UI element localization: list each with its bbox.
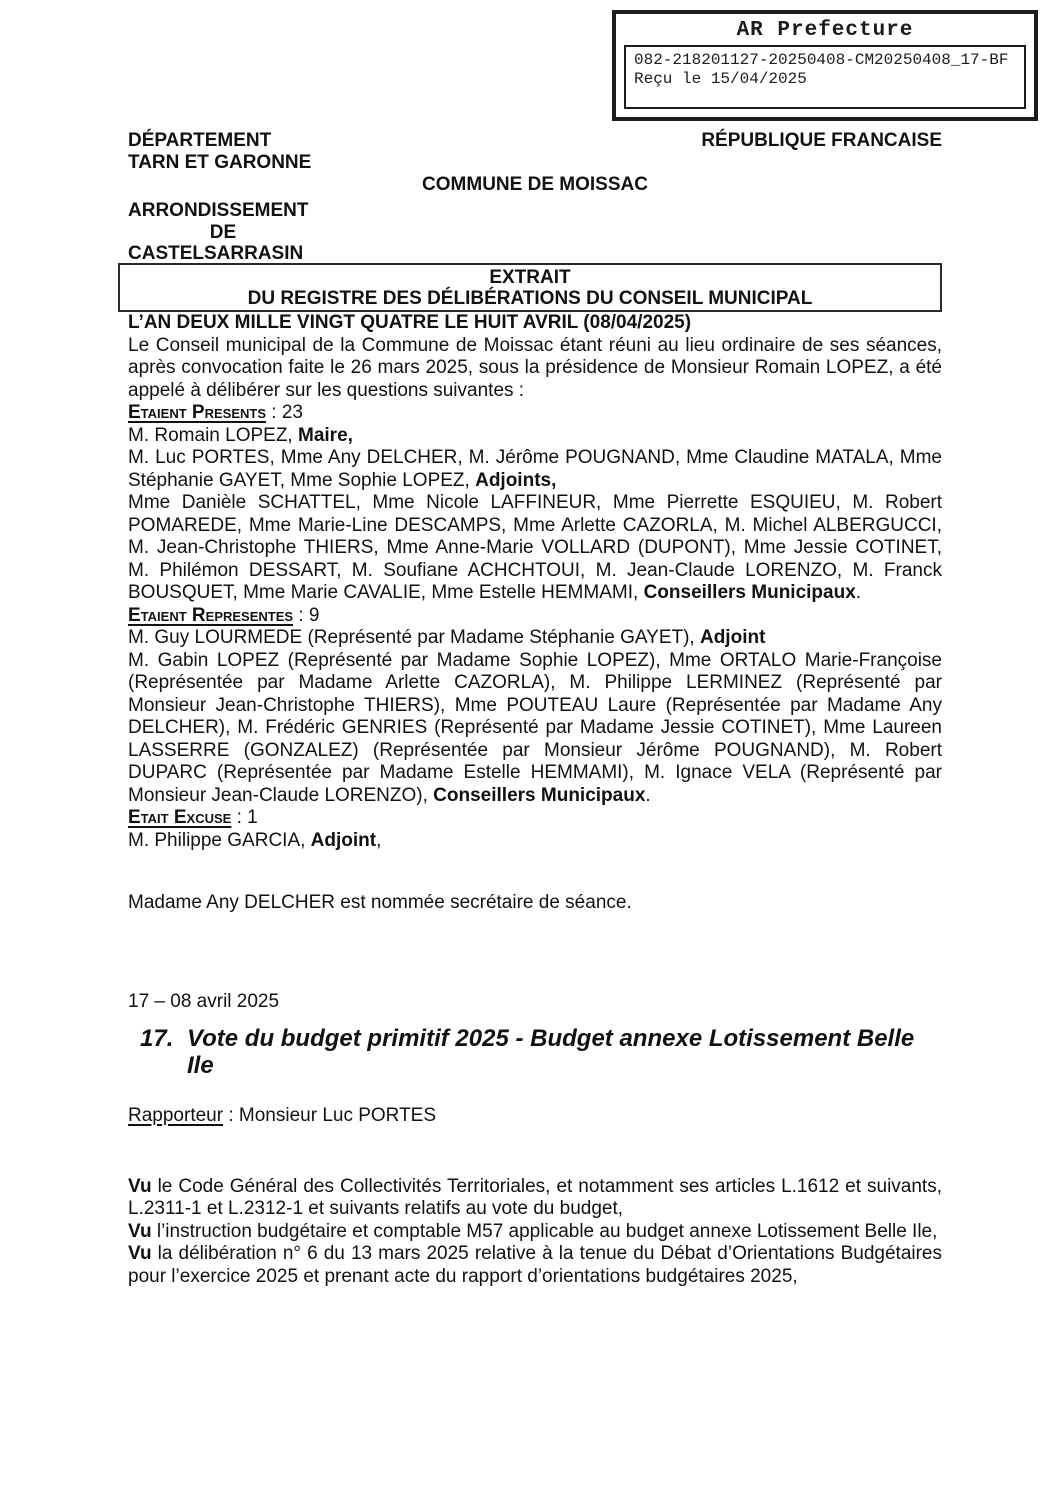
prefecture-stamp bbox=[612, 10, 1038, 121]
item-heading bbox=[128, 1025, 942, 1079]
vu-block bbox=[128, 1176, 942, 1289]
conseillers-role: Conseillers Municipaux bbox=[643, 582, 856, 603]
lourmede-role: Adjoint bbox=[699, 627, 766, 648]
header-arrondissement-name: CASTELSARRASIN bbox=[128, 243, 304, 264]
vu-paragraph bbox=[128, 1176, 942, 1221]
represented-label-line bbox=[128, 605, 942, 628]
represented-line-lourmede bbox=[128, 627, 942, 650]
stamp-body bbox=[624, 45, 1026, 109]
header-department-name: TARN ET GARONNE bbox=[128, 152, 312, 173]
stamp-code: 082-218201127-20250408-CM20250408_17-BF bbox=[634, 51, 1009, 69]
adjoints-names: M. Luc PORTES, Mme Any DELCHER, M. Jérôme POUGNAND, Mme Claudine MATALA, Mme Stéphanie GAYET, Mme Sophie LOPEZ, bbox=[128, 447, 942, 491]
garcia-name: M. Philippe GARCIA, bbox=[128, 829, 311, 851]
item-ref-line: 17 – 08 avril 2025 bbox=[128, 990, 280, 1012]
vu-keyword: Vu bbox=[128, 1243, 152, 1264]
maire-name: M. Romain LOPEZ, bbox=[128, 424, 298, 446]
stamp-received-date: Reçu le 15/04/2025 bbox=[634, 70, 807, 88]
attendee-paragraph-adjoints bbox=[128, 447, 942, 492]
item-title: Vote du budget primitif 2025 - Budget annexe Lotissement Belle Ile bbox=[187, 1025, 915, 1079]
conseillers-names: Mme Danièle SCHATTEL, Mme Nicole LAFFINEUR, Mme Pierrette ESQUIEU, M. Robert POMAREDE, Mme Marie-Line DESCAMPS, Mme Arlette CAZORLA, M. Michel ALBERGUCCI, M. Jean-Christophe THIERS, Mme Anne-Marie VOLLARD (DUPONT), Mme Jessie COTINET, M. Philémon DESSART, M. Soufiane ACHCHTOUI, M. Jean-Claude LORENZO, M. Franck BOUSQUET, Mme Marie CAVALIE, Mme Estelle HEMMAMI, bbox=[128, 492, 942, 603]
header-arrondissement-label: ARRONDISSEMENT bbox=[128, 200, 309, 221]
represented-paragraph bbox=[128, 650, 942, 808]
vu-paragraph bbox=[128, 1221, 942, 1244]
maire-role: Maire, bbox=[298, 424, 353, 446]
header-department-label: DÉPARTEMENT bbox=[128, 130, 272, 151]
rapporteur-line bbox=[128, 1105, 942, 1128]
vu-keyword: Vu bbox=[128, 1175, 152, 1197]
garcia-comma: , bbox=[376, 829, 382, 851]
represented-names: M. Gabin LOPEZ (Représenté par Madame Sophie LOPEZ), Mme ORTALO Marie-Françoise (Représentée par Madame Arlette CAZORLA), M. Philippe LERMINEZ (Représenté par Monsieur Jean-Christophe THIERS), Mme POUTEAU Laure (Représentée par Madame Any DELCHER), M. Frédéric GENRIES (Représenté par Madame Jessie COTINET), Mme Laureen LASSERRE (GONZALEZ) (Représentée par Monsieur Jérôme POUGNAND), M. Robert DUPARC (Représentée par Madame Estelle HEMMAMI), M. Ignace VELA (Représenté par Monsieur Jean-Claude LORENZO), bbox=[128, 649, 942, 806]
letterhead bbox=[128, 130, 942, 263]
header-commune: COMMUNE DE MOISSAC bbox=[422, 174, 648, 195]
vu-keyword: Vu bbox=[128, 1220, 152, 1242]
represented-period: . bbox=[645, 784, 651, 806]
represented-label: Etaient Representes bbox=[128, 604, 294, 626]
presents-label-line bbox=[128, 402, 942, 425]
vu-text: la délibération n° 6 du 13 mars 2025 relative à la tenue du Débat d’Orientations Budgétaires pour l’exercice 2025 et prenant acte du rapport d’orientations budgétaires 2025, bbox=[128, 1243, 942, 1287]
extract-title-line2: DU REGISTRE DES DÉLIBÉRATIONS DU CONSEIL MUNICIPAL bbox=[247, 288, 813, 309]
header-republic: RÉPUBLIQUE FRANCAISE bbox=[701, 130, 942, 151]
document-body bbox=[128, 130, 942, 1288]
excused-line bbox=[128, 830, 942, 853]
vu-text: l’instruction budgétaire et comptable M57 applicable au budget annexe Lotissement Belle Ile, bbox=[151, 1220, 938, 1242]
presents-count: : 23 bbox=[266, 402, 303, 423]
secretary-line: Madame Any DELCHER est nommée secrétaire de séance. bbox=[128, 892, 632, 913]
stamp-title: AR Prefecture bbox=[736, 19, 914, 42]
extract-title-box bbox=[118, 263, 942, 312]
vu-text: le Code Général des Collectivités Territoriales, et notamment ses articles L.1612 et suivants, L.2311-1 et L.2312-1 et suivants relatifs au vote du budget, bbox=[128, 1175, 942, 1219]
session-date-line: L’AN DEUX MILLE VINGT QUATRE LE HUIT AVRIL (08/04/2025) bbox=[128, 312, 692, 333]
represented-role: Conseillers Municipaux bbox=[433, 784, 646, 806]
conseillers-period: . bbox=[855, 582, 862, 603]
item-number: 17. bbox=[140, 1025, 174, 1052]
extract-title-line1: EXTRAIT bbox=[489, 267, 571, 288]
session-intro: Le Conseil municipal de la Commune de Moissac étant réuni au lieu ordinaire de ses séances, après convocation faite le 26 mars 2025, sous la présidence de Monsieur Romain LOPEZ, a été appelé à délibérer sur les questions suivantes : bbox=[128, 334, 942, 401]
excused-count: : 1 bbox=[231, 807, 258, 828]
lourmede-name: M. Guy LOURMEDE (Représenté par Madame Stéphanie GAYET), bbox=[128, 627, 700, 648]
excused-label: Etait Excuse bbox=[128, 807, 232, 828]
header-arrondissement-de: DE bbox=[209, 222, 237, 243]
garcia-role: Adjoint bbox=[310, 829, 377, 851]
presents-label: Etaient Presents bbox=[128, 402, 267, 423]
attendee-line-maire bbox=[128, 425, 942, 448]
attendee-paragraph-conseillers bbox=[128, 492, 942, 605]
represented-count: : 9 bbox=[293, 604, 320, 626]
vu-paragraph bbox=[128, 1243, 942, 1288]
rapporteur-value: : Monsieur Luc PORTES bbox=[223, 1105, 437, 1126]
adjoints-role: Adjoints, bbox=[475, 469, 557, 491]
excused-label-line bbox=[128, 807, 942, 830]
rapporteur-label: Rapporteur bbox=[128, 1105, 224, 1126]
